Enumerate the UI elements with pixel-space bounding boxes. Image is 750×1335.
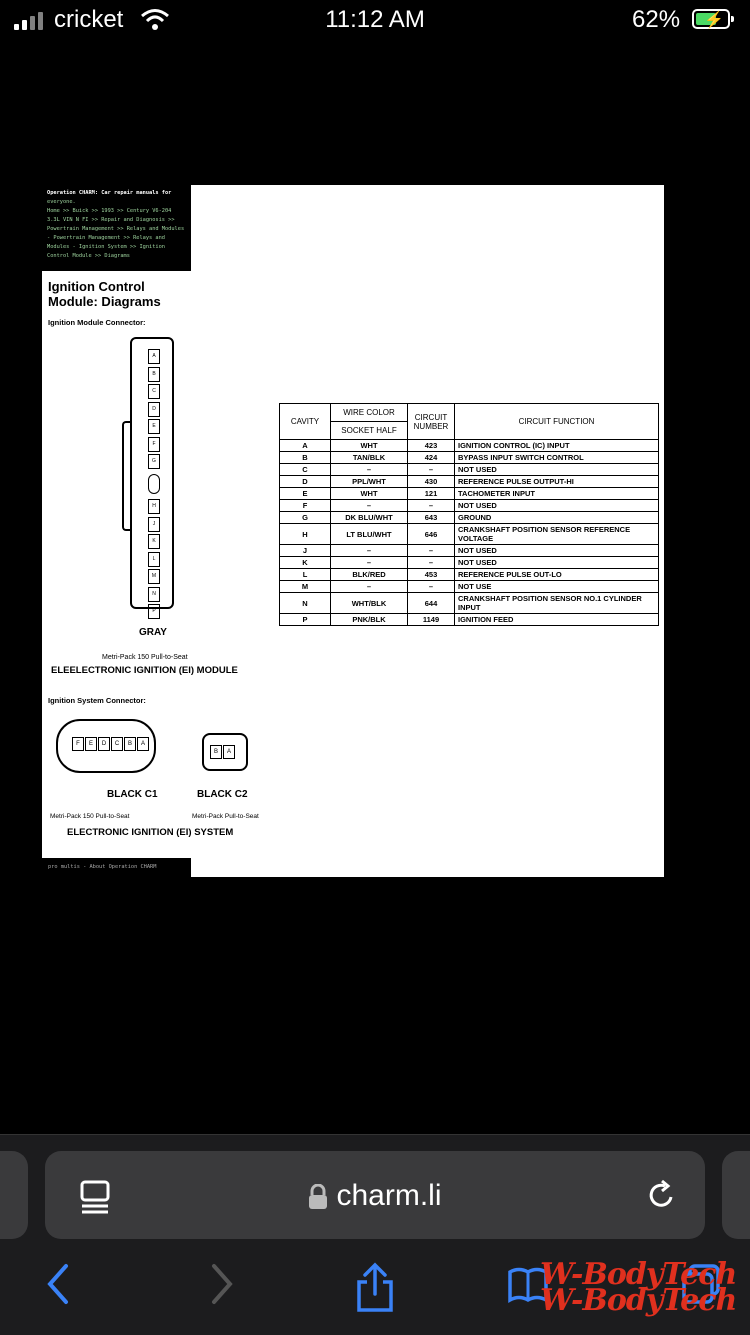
forward-icon[interactable] xyxy=(206,1262,236,1306)
wire-color-cell: LT BLU/WHT xyxy=(331,524,408,545)
url-text: charm.li xyxy=(336,1179,442,1212)
address-bar[interactable] xyxy=(45,1151,705,1239)
circuit-function-cell: BYPASS INPUT SWITCH CONTROL xyxy=(455,452,659,464)
circuit-number-cell: 121 xyxy=(408,488,455,500)
watermark-logo xyxy=(540,1257,737,1318)
circuit-function-cell: IGNITION CONTROL (IC) INPUT xyxy=(455,440,659,452)
table-row xyxy=(280,452,659,464)
pin-label: B xyxy=(124,737,136,751)
wire-color-cell: BLK/RED xyxy=(331,569,408,581)
cavity-cell: G xyxy=(280,512,331,524)
status-bar xyxy=(0,0,750,44)
pin-label: A xyxy=(223,745,235,759)
c1-connector-diagram xyxy=(56,719,156,773)
pin-label: K xyxy=(148,534,160,549)
next-tab-preview[interactable] xyxy=(722,1151,750,1239)
pin-label: M xyxy=(148,569,160,584)
lock-icon xyxy=(308,1184,328,1210)
document-page xyxy=(42,185,664,877)
header-circuit-number: CIRCUIT NUMBER xyxy=(408,404,455,440)
wire-color-cell: DK BLU/WHT xyxy=(331,512,408,524)
circuit-number-cell: – xyxy=(408,581,455,593)
c1-label: BLACK C1 xyxy=(107,789,158,800)
module-connector-label: Ignition Module Connector: xyxy=(48,318,146,327)
pin-label: E xyxy=(85,737,97,751)
circuit-number-cell: – xyxy=(408,545,455,557)
c2-label: BLACK C2 xyxy=(197,789,248,800)
pin-label: A xyxy=(137,737,149,751)
wire-color-cell: – xyxy=(331,581,408,593)
cavity-cell: D xyxy=(280,476,331,488)
charm-header xyxy=(42,185,191,271)
circuit-table xyxy=(279,403,659,626)
circuit-function-cell: IGNITION FEED xyxy=(455,614,659,626)
pin-label: D xyxy=(98,737,110,751)
header-socket-half: SOCKET HALF xyxy=(331,422,408,440)
circuit-number-cell: 644 xyxy=(408,593,455,614)
pin-label: J xyxy=(148,517,160,532)
pin-label: D xyxy=(148,402,160,417)
circuit-function-cell: NOT USED xyxy=(455,500,659,512)
wire-color-cell: PPL/WHT xyxy=(331,476,408,488)
wire-color-cell: – xyxy=(331,557,408,569)
wire-color-cell: WHT xyxy=(331,440,408,452)
back-icon[interactable] xyxy=(44,1262,74,1306)
circuit-number-cell: 646 xyxy=(408,524,455,545)
metri-pack-note: Metri-Pack Pull-to-Seat xyxy=(192,813,259,820)
wire-color-cell: – xyxy=(331,545,408,557)
page-footer: pro multis - About Operation CHARM xyxy=(42,858,191,877)
c2-connector-diagram xyxy=(202,733,248,771)
cavity-cell: C xyxy=(280,464,331,476)
breadcrumb-link[interactable]: Control Module >> Diagrams xyxy=(47,253,130,259)
cavity-cell: L xyxy=(280,569,331,581)
pin-label: N xyxy=(148,587,160,602)
header-circuit-function: CIRCUIT FUNCTION xyxy=(455,404,659,440)
cavity-cell: K xyxy=(280,557,331,569)
pin-label: C xyxy=(148,384,160,399)
circuit-function-cell: REFERENCE PULSE OUT-LO xyxy=(455,569,659,581)
metri-pack-note: Metri-Pack 150 Pull-to-Seat xyxy=(102,654,188,661)
ei-system-label: ELECTRONIC IGNITION (EI) SYSTEM xyxy=(67,827,234,838)
circuit-function-cell: NOT USED xyxy=(455,557,659,569)
circuit-number-cell: – xyxy=(408,500,455,512)
wire-color-cell: WHT/BLK xyxy=(331,593,408,614)
cavity-cell: H xyxy=(280,524,331,545)
table-row xyxy=(280,440,659,452)
reload-icon[interactable] xyxy=(645,1177,679,1213)
system-connector-label: Ignition System Connector: xyxy=(48,696,146,705)
header-wire-color: WIRE COLOR xyxy=(331,404,408,422)
table-row xyxy=(280,488,659,500)
cavity-cell: F xyxy=(280,500,331,512)
pin-label: G xyxy=(148,454,160,469)
cavity-cell: J xyxy=(280,545,331,557)
circuit-function-cell: CRANKSHAFT POSITION SENSOR NO.1 CYLINDER INPUT xyxy=(455,593,659,614)
page-title: Ignition Control Module: Diagrams xyxy=(48,279,161,309)
cavity-cell: A xyxy=(280,440,331,452)
circuit-number-cell: – xyxy=(408,464,455,476)
cavity-cell: B xyxy=(280,452,331,464)
table-row xyxy=(280,524,659,545)
wire-color-cell: – xyxy=(331,500,408,512)
table-row xyxy=(280,557,659,569)
pin-label: C xyxy=(111,737,123,751)
cavity-cell: N xyxy=(280,593,331,614)
connector-key xyxy=(148,474,160,494)
circuit-number-cell: – xyxy=(408,557,455,569)
circuit-function-cell: CRANKSHAFT POSITION SENSOR REFERENCE VOLTAGE xyxy=(455,524,659,545)
wire-color-cell: TAN/BLK xyxy=(331,452,408,464)
pin-label: A xyxy=(148,349,160,364)
circuit-function-cell: GROUND xyxy=(455,512,659,524)
circuit-function-cell: NOT USE xyxy=(455,581,659,593)
table-row xyxy=(280,614,659,626)
module-connector-diagram xyxy=(130,337,174,614)
breadcrumb-link[interactable]: Modules - Ignition System >> Ignition xyxy=(47,244,165,250)
breadcrumb-link[interactable]: Powertrain Management >> Relays and Modules xyxy=(47,226,185,232)
breadcrumb-link[interactable]: - Powertrain Management >> Relays and xyxy=(47,235,165,241)
pin-label: F xyxy=(148,437,160,452)
circuit-function-cell: TACHOMETER INPUT xyxy=(455,488,659,500)
circuit-table-body xyxy=(280,440,659,626)
circuit-function-cell: REFERENCE PULSE OUTPUT-HI xyxy=(455,476,659,488)
circuit-number-cell: 643 xyxy=(408,512,455,524)
header-line: Operation CHARM: Car repair manuals for xyxy=(47,190,172,196)
wire-color-cell: – xyxy=(331,464,408,476)
pin-label: L xyxy=(148,552,160,567)
cavity-cell: M xyxy=(280,581,331,593)
circuit-number-cell: 1149 xyxy=(408,614,455,626)
watermark-line: W-BodyTech xyxy=(540,1257,737,1292)
battery-charging-icon: ⚡ xyxy=(692,9,730,29)
cavity-cell: E xyxy=(280,488,331,500)
table-row xyxy=(280,593,659,614)
table-row xyxy=(280,512,659,524)
share-icon[interactable] xyxy=(354,1262,396,1314)
carrier-name: cricket xyxy=(54,6,124,33)
circuit-function-cell: NOT USED xyxy=(455,464,659,476)
wire-color-cell: PNK/BLK xyxy=(331,614,408,626)
table-row xyxy=(280,545,659,557)
ei-module-label: ELEELECTRONIC IGNITION (EI) MODULE xyxy=(51,665,238,676)
header-cavity: CAVITY xyxy=(280,404,331,440)
circuit-number-cell: 423 xyxy=(408,440,455,452)
table-row xyxy=(280,581,659,593)
circuit-number-cell: 430 xyxy=(408,476,455,488)
battery-percent: 62% xyxy=(632,6,681,33)
header-line: everyone. xyxy=(47,199,76,205)
previous-tab-preview[interactable] xyxy=(0,1151,28,1239)
wire-color-cell: WHT xyxy=(331,488,408,500)
breadcrumb-link[interactable]: 3.3L VIN N FI >> Repair and Diagnosis >> xyxy=(47,217,175,223)
clock: 11:12 AM xyxy=(325,6,425,33)
connector-color-label: GRAY xyxy=(139,627,167,638)
pin-label: H xyxy=(148,499,160,514)
circuit-number-cell: 424 xyxy=(408,452,455,464)
watermark-line: W-BodyTech xyxy=(540,1283,737,1318)
metri-pack-note: Metri-Pack 150 Pull-to-Seat xyxy=(50,813,130,820)
table-row xyxy=(280,464,659,476)
circuit-function-cell: NOT USED xyxy=(455,545,659,557)
pin-label: B xyxy=(148,367,160,382)
pin-label: E xyxy=(148,419,160,434)
breadcrumb-link[interactable]: Home >> Buick >> 1993 >> Century V6-204 xyxy=(47,208,172,214)
pin-label: P xyxy=(148,604,160,619)
table-row xyxy=(280,476,659,488)
circuit-number-cell: 453 xyxy=(408,569,455,581)
pin-label: F xyxy=(72,737,84,751)
pin-label: B xyxy=(210,745,222,759)
table-row xyxy=(280,500,659,512)
table-row xyxy=(280,569,659,581)
cavity-cell: P xyxy=(280,614,331,626)
